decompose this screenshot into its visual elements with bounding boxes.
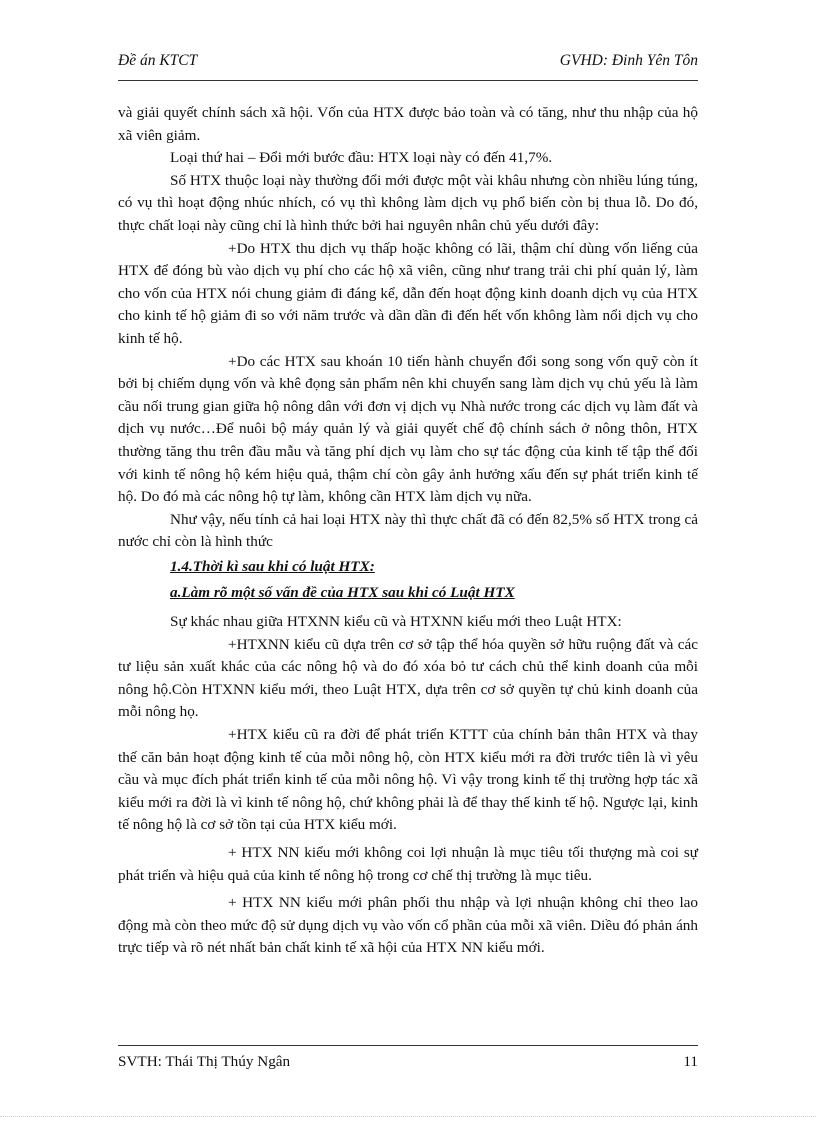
paragraph-6: Như vậy, nếu tính cả hai loại HTX này thì thực chất đã có đến 82,5% số HTX trong cả nước chỉ còn là hình thức xyxy=(118,510,698,551)
paragraph-4: +Do HTX thu dịch vụ thấp hoặc không có lãi, thậm chí dùng vốn liếng của HTX để đóng bù vào dịch vụ phí cho các hộ xã viên, cũng như trang trải chi phí quản lý, làm cho vốn của HTX nói chung giảm đi đáng kể, dẫn đến hoạt động kinh doanh dịch vụ của HTX cho kinh tế hộ giảm đi so với năm trước và dần dần đi đến hết vốn không làm nổi dịch vụ cho kinh tế hộ. xyxy=(118,239,698,347)
paragraph-5: +Do các HTX sau khoán 10 tiến hành chuyển đổi song song vốn quỹ còn ít bởi bị chiếm dụng vốn và khê đọng sản phẩm nên khi chuyển sang làm dịch vụ chủ yếu là làm cầu nối trung gian giữa hộ nông dân với đơn vị dịch vụ Nhà nước trong các dịch vụ làm đất và dịch vụ nước…Để nuôi bộ máy quản lý và giải quyết chế độ chính sách ở nông thôn, HTX thường tăng thu trên đầu mẫu và tăng phí dịch vụ làm cho sự tác động của kinh tế tập thể đối với kinh tế nông hộ kém hiệu quả, thậm chí còn gây ảnh hưởng xấu đến sự phát triển kinh tế hộ. Do đó mà các nông hộ tự làm, không cần HTX làm dịch vụ nữa. xyxy=(118,352,698,506)
paragraph-1: và giải quyết chính sách xã hội. Vốn của HTX được bảo toàn và có tăng, như thu nhập của hộ xã viên giảm. xyxy=(118,104,698,144)
paragraph-3: Số HTX thuộc loại này thường đổi mới được một vài khâu nhưng còn nhiều lúng túng, có vụ thì hoạt động nhúc nhích, có vụ thì không làm dịch vụ phổ biến còn bị thua lỗ. Do đó, thực chất loại này cũng chỉ là hình thức bởi hai nguyên nhân chủ yếu dưới đây: xyxy=(118,171,698,234)
paragraph-9: +HTX kiểu cũ ra đời để phát triển KTTT của chính bản thân HTX và thay thế căn bản hoạt động kinh tế của mỗi nông hộ, còn HTX kiểu mới ra đời trước tiên là vì yêu cầu và mục đích phát triển kinh tế của mỗi nông hộ. Vì vậy trong kinh tế thị trường hợp tác xã kiểu mới ra đời là vì kinh tế nông hộ, chứ không phải là để thay thế kinh tế hộ. Ngược lại, kinh tế nông hộ là cơ sở tồn tại của HTX kiểu mới. xyxy=(118,726,698,834)
header-rule xyxy=(118,80,698,81)
page-number: 11 xyxy=(683,1053,698,1070)
footer-student-name: SVTH: Thái Thị Thúy Ngân xyxy=(118,1053,291,1070)
footer-rule xyxy=(118,1045,698,1046)
paragraph-7: Sự khác nhau giữa HTXNN kiểu cũ và HTXNN kiểu mới theo Luật HTX: xyxy=(170,613,622,631)
header-supervisor: GVHD: Đinh Yên Tôn xyxy=(559,52,698,69)
header-project-title: Đề án KTCT xyxy=(118,52,198,69)
paragraph-2: Loại thứ hai – Đổi mới bước đầu: HTX loại này có đến 41,7%. xyxy=(170,149,553,167)
paragraph-10: + HTX NN kiểu mới không coi lợi nhuận là mục tiêu tối thượng mà coi sự phát triển và hiệu quả của kinh tế nông hộ trong cơ chế thị trường là mục tiêu. xyxy=(118,844,698,884)
page-header xyxy=(118,52,698,74)
subsection-heading-a: a.Làm rõ một số vấn đề của HTX sau khi có Luật HTX xyxy=(170,584,515,602)
paragraph-11: + HTX NN kiểu mới phân phối thu nhập và lợi nhuận không chỉ theo lao động mà còn theo mức độ sử dụng dịch vụ vào vốn cổ phần của mỗi xã viên. Diều đó phản ánh trực tiếp và rõ nét nhất bản chất kinh tế xã hội của HTX NN kiểu mới. xyxy=(118,894,698,957)
document-body xyxy=(118,102,698,960)
page-edge xyxy=(0,1116,816,1117)
page-footer xyxy=(118,1053,698,1075)
paragraph-8: +HTXNN kiểu cũ dựa trên cơ sở tập thể hóa quyền sở hữu ruộng đất và các tư liệu sản xuất khác của các nông hộ và do đó xóa bỏ tư cách chủ thể kinh doanh của mỗi nông hộ.Còn HTXNN kiểu mới, theo Luật HTX, dựa trên cơ sở quyền tự chủ kinh doanh của mỗi nông họ. xyxy=(118,635,698,721)
section-heading-1-4: 1.4.Thời kì sau khi có luật HTX: xyxy=(170,557,375,575)
